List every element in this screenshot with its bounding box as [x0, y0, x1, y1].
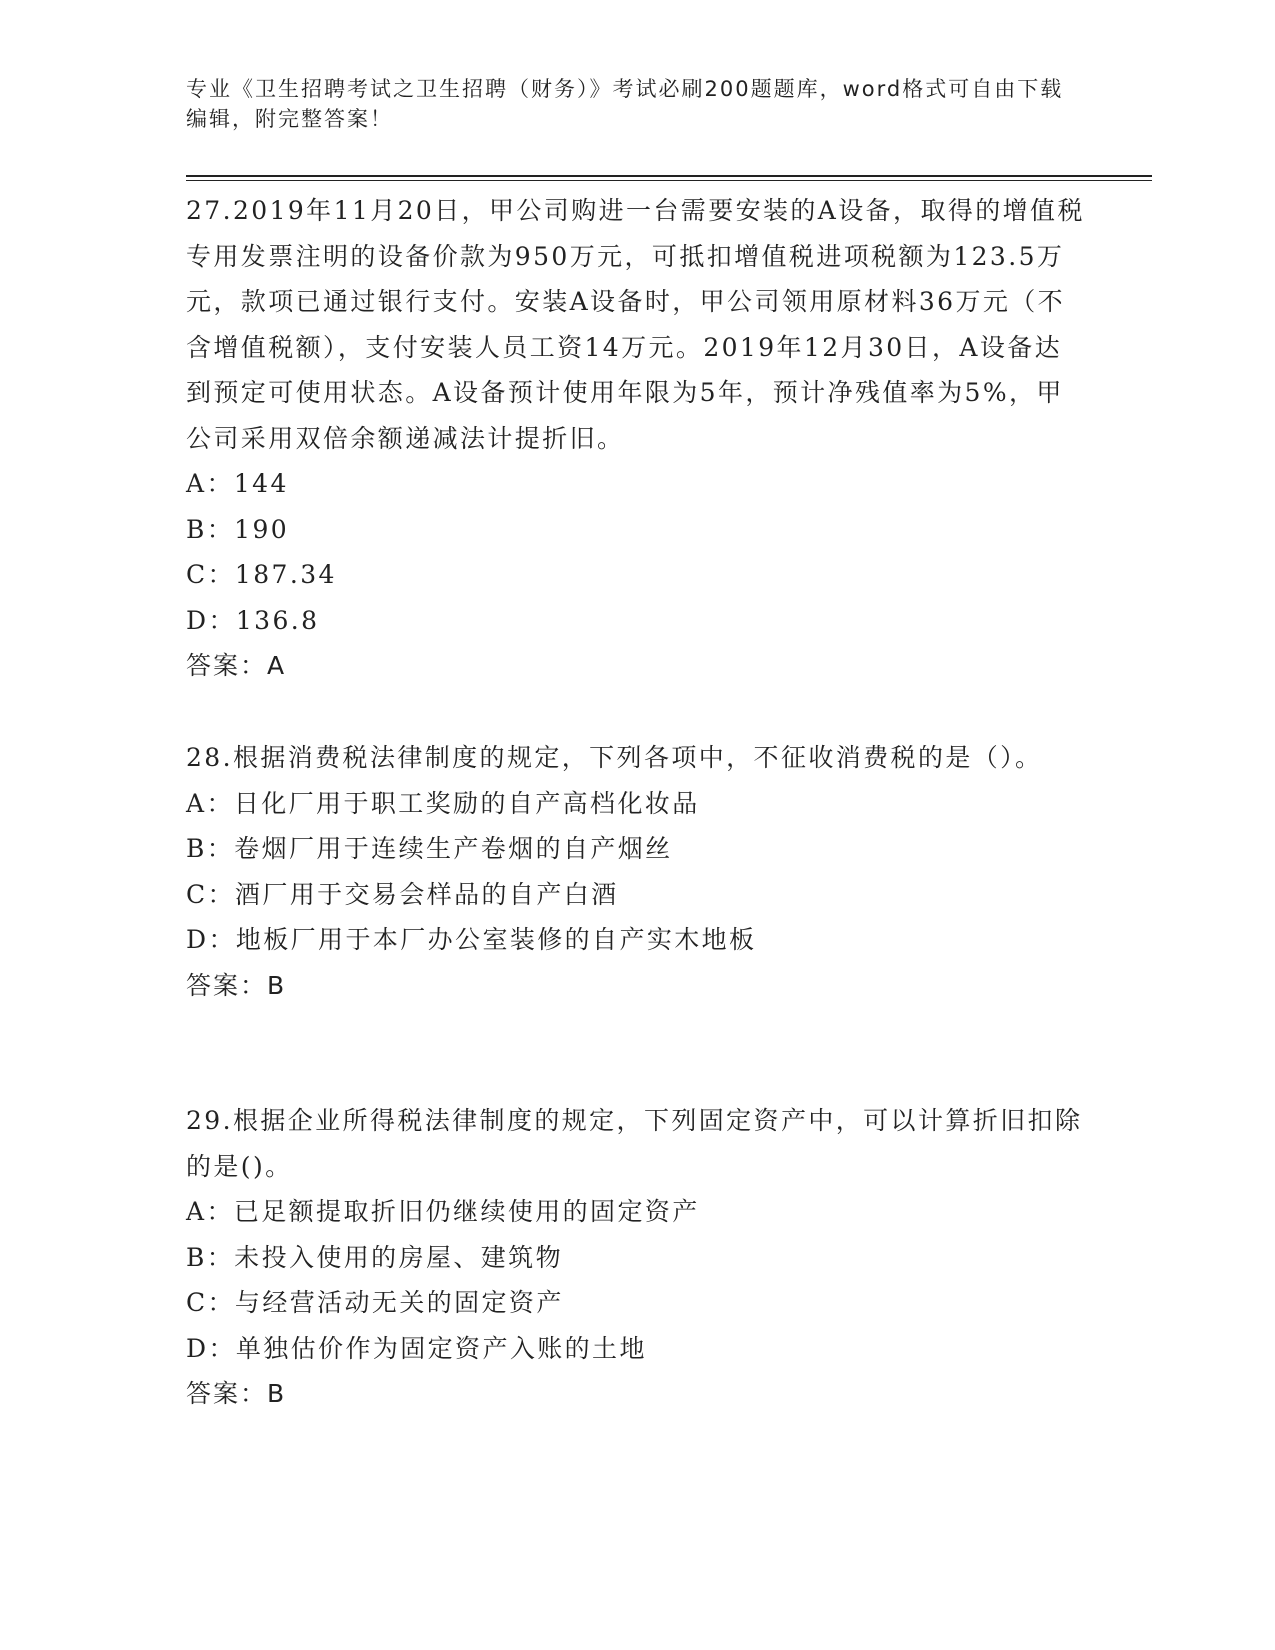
option-a: A：144	[186, 469, 289, 498]
question-29	[186, 1098, 1086, 1417]
question-stem: 29.根据企业所得税法律制度的规定，下列固定资产中，可以计算折旧扣除的是()。	[186, 1106, 1083, 1181]
header-rule-thin	[186, 180, 1152, 181]
option-b: B：卷烟厂用于连续生产卷烟的自产烟丝	[186, 834, 673, 863]
question-stem: 27.2019年11月20日，甲公司购进一台需要安装的A设备，取得的增值税专用发票注明的设备价款为950万元，可抵扣增值税进项税额为123.5万元，款项已通过银行支付。安装A设备时，甲公司领用原材料36万元（不含增值税额），支付安装人员工资14万元。2019年12月30日，A设备达到预定可使用状态。A设备预计使用年限为5年，预计净残值率为5%，甲公司采用双倍余额递减法计提折旧。	[186, 196, 1085, 453]
option-a: A：已足额提取折旧仍继续使用的固定资产	[186, 1197, 700, 1226]
option-c: C：187.34	[186, 560, 337, 589]
option-d: D：地板厂用于本厂办公室装修的自产实木地板	[186, 925, 757, 954]
header-rule-thick	[186, 175, 1152, 177]
option-a: A：日化厂用于职工奖励的自产高档化妆品	[186, 788, 700, 818]
question-27	[186, 188, 1086, 689]
option-c: C：酒厂用于交易会样品的自产白酒	[186, 879, 619, 909]
answer-line: 答案：B	[186, 1379, 287, 1408]
answer-line: 答案：A	[186, 651, 287, 680]
option-d: D：单独估价作为固定资产入账的土地	[186, 1333, 647, 1363]
option-c: C：与经营活动无关的固定资产	[186, 1288, 564, 1317]
page-header: 专业《卫生招聘考试之卫生招聘（财务）》考试必刷200题题库，word格式可自由下载编辑，附完整答案！	[186, 77, 1064, 131]
option-b: B：190	[186, 514, 290, 544]
option-b: B：未投入使用的房屋、建筑物	[186, 1242, 563, 1272]
option-d: D：136.8	[186, 605, 320, 635]
question-28	[186, 735, 1086, 1008]
question-stem: 28.根据消费税法律制度的规定，下列各项中，不征收消费税的是（）。	[186, 743, 1043, 772]
answer-line: 答案：B	[186, 970, 287, 1000]
